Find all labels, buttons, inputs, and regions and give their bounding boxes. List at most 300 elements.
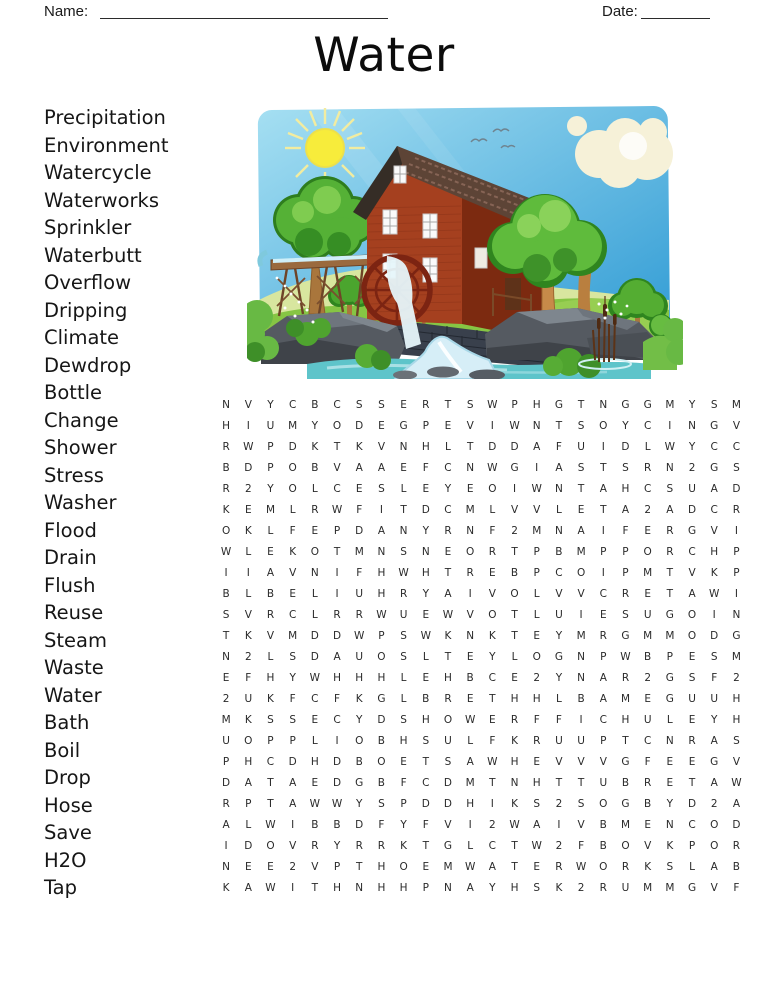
- word-item: Hose: [44, 793, 93, 817]
- grid-cell: F: [378, 818, 385, 831]
- grid-cell: L: [666, 713, 673, 726]
- grid-cell: W: [220, 545, 232, 558]
- grid-cell: M: [221, 713, 231, 726]
- grid-cell: Y: [622, 419, 629, 432]
- name-fill-line: [100, 0, 388, 19]
- grid-cell: Y: [555, 629, 563, 642]
- grid-cell: C: [288, 608, 297, 621]
- grid-cell: I: [335, 566, 339, 579]
- grid-cell: A: [333, 650, 341, 663]
- grid-cell: Y: [688, 440, 696, 453]
- grid-cell: S: [622, 608, 629, 621]
- grid-cell: T: [511, 629, 518, 642]
- grid-cell: E: [533, 755, 541, 768]
- grid-cell: E: [311, 713, 319, 726]
- grid-cell: D: [244, 461, 253, 474]
- grid-cell: E: [533, 629, 541, 642]
- grid-cell: S: [577, 419, 585, 432]
- grid-cell: H: [244, 755, 253, 768]
- grid-cell: E: [644, 692, 651, 705]
- grid-cell: V: [444, 818, 452, 831]
- grid-cell: G: [710, 755, 719, 768]
- watermill-illustration: [247, 102, 683, 379]
- grid-cell: H: [377, 671, 386, 684]
- grid-cell: O: [355, 734, 364, 747]
- grid-cell: U: [555, 734, 563, 747]
- grid-cell: S: [710, 650, 718, 663]
- grid-cell: H: [532, 776, 541, 789]
- grid-cell: L: [445, 440, 451, 453]
- grid-cell: O: [687, 629, 697, 642]
- grid-cell: M: [465, 776, 475, 789]
- grid-cell: A: [444, 587, 452, 600]
- grid-cell: F: [711, 671, 718, 684]
- grid-cell: I: [490, 797, 494, 810]
- grid-cell: W: [265, 818, 276, 831]
- grid-cell: B: [311, 398, 319, 411]
- grid-cell: L: [422, 650, 429, 663]
- grid-cell: P: [511, 398, 518, 411]
- grid-cell: G: [355, 776, 364, 789]
- grid-cell: H: [333, 671, 341, 684]
- grid-cell: I: [291, 881, 295, 894]
- grid-cell: O: [288, 482, 297, 495]
- grid-cell: A: [289, 776, 297, 789]
- grid-cell: U: [643, 713, 652, 726]
- grid-cell: H: [222, 419, 231, 432]
- grid-cell: H: [510, 881, 519, 894]
- grid-cell: U: [688, 482, 696, 495]
- grid-cell: S: [400, 545, 407, 558]
- grid-cell: L: [467, 839, 474, 852]
- grid-cell: M: [731, 398, 741, 411]
- grid-cell: G: [621, 398, 630, 411]
- grid-cell: 2: [688, 461, 696, 474]
- grid-cell: E: [422, 608, 430, 621]
- grid-cell: E: [688, 755, 696, 768]
- grid-cell: Y: [555, 671, 563, 684]
- grid-cell: S: [710, 398, 718, 411]
- grid-cell: S: [577, 461, 585, 474]
- grid-cell: P: [289, 734, 296, 747]
- grid-cell: H: [421, 713, 430, 726]
- grid-cell: F: [422, 461, 429, 474]
- grid-cell: R: [444, 524, 452, 537]
- grid-cell: F: [289, 692, 296, 705]
- grid-cell: V: [555, 587, 563, 600]
- grid-cell: S: [422, 734, 430, 747]
- grid-cell: V: [577, 818, 585, 831]
- grid-cell: A: [355, 461, 363, 474]
- grid-cell: M: [576, 545, 586, 558]
- grid-cell: G: [710, 461, 719, 474]
- grid-cell: S: [666, 482, 674, 495]
- grid-cell: V: [333, 461, 341, 474]
- grid-cell: 2: [644, 503, 651, 516]
- grid-cell: B: [644, 650, 652, 663]
- grid-cell: D: [732, 482, 741, 495]
- grid-cell: R: [555, 860, 563, 873]
- grid-cell: 2: [489, 818, 496, 831]
- grid-cell: K: [488, 629, 496, 642]
- grid-cell: L: [400, 671, 407, 684]
- grid-cell: E: [666, 755, 674, 768]
- grid-cell: T: [422, 755, 429, 768]
- grid-cell: U: [266, 419, 275, 432]
- grid-cell: V: [289, 839, 297, 852]
- word-item: Stress: [44, 463, 104, 487]
- grid-cell: P: [600, 650, 607, 663]
- grid-cell: M: [443, 860, 453, 873]
- grid-cell: M: [532, 524, 542, 537]
- grid-cell: O: [399, 860, 408, 873]
- grid-cell: C: [643, 419, 652, 432]
- grid-cell: V: [266, 629, 275, 642]
- grid-cell: V: [577, 755, 585, 768]
- grid-cell: T: [466, 440, 474, 453]
- grid-cell: V: [466, 608, 474, 621]
- grid-cell: G: [687, 524, 697, 537]
- grid-cell: S: [378, 398, 385, 411]
- grid-cell: B: [311, 818, 319, 831]
- grid-cell: U: [399, 608, 408, 621]
- grid-cell: E: [289, 587, 296, 600]
- word-item: Flush: [44, 573, 96, 597]
- word-item: Watercycle: [44, 161, 152, 184]
- grid-cell: G: [377, 692, 386, 705]
- grid-cell: A: [599, 692, 607, 705]
- grid-cell: T: [489, 692, 496, 705]
- grid-cell: O: [621, 839, 630, 852]
- grid-cell: Y: [267, 482, 274, 495]
- grid-cell: G: [621, 629, 630, 642]
- grid-cell: H: [377, 881, 386, 894]
- grid-cell: 2: [555, 839, 563, 852]
- grid-cell: B: [466, 671, 474, 684]
- grid-cell: P: [333, 860, 341, 873]
- grid-cell: 2: [644, 671, 651, 684]
- grid-cell: N: [466, 461, 475, 474]
- grid-cell: M: [620, 818, 630, 831]
- grid-cell: F: [245, 671, 252, 684]
- grid-cell: I: [246, 566, 250, 579]
- grid-cell: W: [442, 608, 454, 621]
- grid-cell: C: [643, 734, 652, 747]
- grid-cell: A: [488, 860, 496, 873]
- grid-cell: T: [333, 440, 341, 453]
- grid-cell: C: [488, 839, 497, 852]
- word-item: Bottle: [44, 381, 103, 404]
- grid-cell: K: [311, 440, 319, 453]
- grid-cell: C: [555, 566, 563, 579]
- grid-cell: A: [244, 881, 252, 894]
- grid-cell: G: [665, 608, 674, 621]
- grid-cell: A: [466, 881, 474, 894]
- grid-cell: I: [512, 482, 517, 495]
- grid-cell: G: [643, 398, 652, 411]
- grid-cell: L: [555, 692, 562, 705]
- word-item: Change: [44, 408, 119, 432]
- grid-cell: 2: [244, 482, 252, 495]
- grid-cell: C: [688, 818, 696, 831]
- grid-cell: O: [443, 713, 453, 726]
- grid-cell: S: [533, 881, 541, 894]
- grid-cell: D: [710, 629, 719, 642]
- grid-cell: N: [377, 545, 386, 558]
- grid-cell: T: [489, 776, 496, 789]
- grid-cell: S: [733, 461, 740, 474]
- grid-cell: R: [510, 713, 519, 726]
- grid-cell: F: [489, 524, 496, 537]
- grid-cell: E: [577, 503, 585, 516]
- grid-cell: U: [222, 734, 230, 747]
- word-list: [44, 104, 169, 902]
- grid-cell: B: [355, 755, 363, 768]
- grid-cell: D: [288, 755, 297, 768]
- grid-cell: T: [511, 545, 518, 558]
- grid-cell: K: [244, 629, 252, 642]
- grid-cell: O: [710, 839, 719, 852]
- grid-cell: E: [533, 860, 541, 873]
- grid-cell: T: [600, 461, 607, 474]
- grid-cell: D: [488, 440, 497, 453]
- grid-cell: N: [665, 461, 674, 474]
- grid-cell: V: [244, 608, 252, 621]
- grid-cell: V: [311, 860, 319, 873]
- grid-cell: R: [533, 734, 541, 747]
- grid-cell: C: [444, 503, 452, 516]
- grid-cell: R: [422, 398, 430, 411]
- grid-cell: L: [533, 587, 540, 600]
- grid-cell: B: [377, 734, 386, 747]
- grid-cell: O: [710, 818, 719, 831]
- grid-cell: F: [622, 524, 629, 537]
- grid-cell: V: [488, 587, 496, 600]
- grid-cell: O: [599, 860, 608, 873]
- grid-cell: F: [733, 881, 740, 894]
- word-item: Climate: [44, 326, 120, 349]
- grid-cell: W: [331, 503, 343, 516]
- grid-cell: W: [509, 818, 520, 831]
- grid-cell: P: [622, 566, 629, 579]
- grid-cell: K: [355, 692, 363, 705]
- grid-cell: L: [400, 482, 407, 495]
- grid-cell: D: [443, 776, 453, 789]
- date-label: Date:: [602, 3, 638, 20]
- grid-cell: K: [666, 839, 674, 852]
- grid-cell: O: [488, 608, 497, 621]
- grid-cell: T: [422, 839, 429, 852]
- grid-cell: R: [355, 839, 363, 852]
- grid-cell: O: [244, 734, 253, 747]
- grid-cell: M: [731, 650, 741, 663]
- grid-cell: 2: [511, 524, 518, 537]
- grid-cell: U: [444, 734, 452, 747]
- grid-cell: W: [487, 398, 498, 411]
- grid-cell: P: [267, 440, 274, 453]
- grid-cell: P: [378, 629, 385, 642]
- grid-cell: H: [532, 398, 541, 411]
- grid-cell: O: [532, 650, 541, 663]
- grid-cell: T: [511, 608, 518, 621]
- grid-cell: P: [533, 545, 540, 558]
- grid-cell: T: [444, 650, 452, 663]
- grid-cell: V: [510, 503, 519, 516]
- grid-cell: R: [666, 545, 674, 558]
- grid-cell: L: [267, 650, 274, 663]
- grid-cell: C: [333, 482, 341, 495]
- grid-cell: I: [712, 608, 716, 621]
- grid-cell: R: [311, 839, 319, 852]
- grid-cell: V: [644, 839, 652, 852]
- grid-cell: T: [666, 587, 674, 600]
- grid-cell: L: [289, 503, 296, 516]
- grid-cell: I: [224, 566, 228, 579]
- grid-cell: N: [577, 671, 586, 684]
- word-item: Drop: [44, 766, 91, 789]
- grid-cell: S: [289, 713, 296, 726]
- grid-cell: A: [533, 440, 541, 453]
- grid-cell: W: [531, 482, 542, 495]
- grid-cell: V: [533, 503, 541, 516]
- grid-cell: H: [466, 797, 475, 810]
- grid-cell: M: [465, 503, 475, 516]
- grid-cell: O: [488, 482, 497, 495]
- grid-cell: F: [422, 818, 429, 831]
- grid-cell: H: [421, 440, 430, 453]
- grid-cell: H: [532, 692, 541, 705]
- grid-cell: E: [644, 524, 651, 537]
- grid-cell: D: [421, 503, 430, 516]
- grid-cell: R: [644, 776, 652, 789]
- grid-cell: S: [733, 734, 740, 747]
- grid-cell: K: [710, 566, 718, 579]
- grid-cell: T: [511, 839, 518, 852]
- grid-cell: A: [377, 461, 385, 474]
- grid-cell: W: [331, 797, 343, 810]
- grid-cell: W: [376, 608, 387, 621]
- grid-cell: A: [555, 461, 563, 474]
- grid-cell: K: [289, 545, 297, 558]
- grid-cell: D: [621, 440, 630, 453]
- word-item: Precipitation: [44, 106, 166, 129]
- grid-cell: T: [311, 881, 319, 894]
- grid-cell: K: [644, 860, 652, 873]
- grid-cell: N: [554, 524, 563, 537]
- grid-cell: T: [555, 776, 563, 789]
- grid-cell: S: [378, 482, 385, 495]
- grid-cell: Y: [289, 671, 296, 684]
- grid-cell: A: [377, 524, 385, 537]
- grid-cell: P: [400, 797, 407, 810]
- grid-cell: L: [489, 503, 496, 516]
- grid-cell: R: [333, 608, 341, 621]
- grid-cell: G: [554, 650, 563, 663]
- grid-cell: P: [733, 545, 740, 558]
- grid-cell: N: [399, 440, 408, 453]
- grid-cell: R: [621, 671, 630, 684]
- grid-cell: C: [311, 692, 319, 705]
- grid-cell: P: [245, 797, 252, 810]
- grid-cell: I: [335, 587, 339, 600]
- grid-cell: V: [466, 419, 474, 432]
- grid-cell: B: [266, 587, 275, 600]
- grid-cell: C: [599, 587, 607, 600]
- grid-cell: N: [665, 818, 674, 831]
- grid-cell: G: [710, 419, 719, 432]
- grid-cell: F: [555, 440, 562, 453]
- grid-cell: N: [554, 482, 563, 495]
- grid-cell: O: [599, 797, 608, 810]
- grid-cell: W: [464, 860, 476, 873]
- grid-cell: G: [621, 755, 630, 768]
- date-fill-line: [641, 0, 710, 19]
- grid-cell: D: [244, 839, 253, 852]
- puzzle-grid: [215, 394, 748, 898]
- grid-cell: H: [333, 881, 341, 894]
- grid-cell: N: [444, 881, 452, 894]
- word-item: Bath: [44, 711, 90, 734]
- grid-cell: O: [466, 545, 475, 558]
- grid-cell: O: [221, 524, 231, 537]
- grid-cell: B: [222, 461, 230, 474]
- grid-cell: R: [488, 545, 496, 558]
- grid-cell: E: [244, 860, 252, 873]
- grid-cell: U: [710, 692, 719, 705]
- grid-cell: W: [309, 671, 321, 684]
- grid-cell: M: [665, 629, 675, 642]
- grid-cell: E: [688, 650, 696, 663]
- grid-cell: G: [665, 692, 674, 705]
- grid-cell: S: [400, 629, 407, 642]
- name-label: Name:: [44, 3, 89, 20]
- grid-cell: L: [511, 650, 518, 663]
- grid-cell: Y: [356, 797, 363, 810]
- grid-cell: S: [666, 860, 674, 873]
- grid-cell: A: [710, 482, 718, 495]
- grid-cell: O: [377, 755, 386, 768]
- grid-cell: E: [378, 419, 385, 432]
- grid-cell: Y: [711, 713, 718, 726]
- grid-cell: N: [222, 650, 231, 663]
- grid-cell: P: [533, 566, 540, 579]
- grid-cell: K: [511, 734, 518, 747]
- grid-cell: G: [732, 629, 741, 642]
- grid-cell: L: [311, 587, 318, 600]
- grid-cell: G: [665, 671, 674, 684]
- word-item: Flood: [44, 518, 97, 542]
- grid-cell: B: [644, 797, 652, 810]
- grid-cell: B: [222, 587, 230, 600]
- word-item: Environment: [44, 133, 169, 157]
- grid-cell: E: [489, 713, 496, 726]
- grid-cell: O: [643, 545, 652, 558]
- grid-cell: 2: [244, 650, 252, 663]
- grid-cell: R: [399, 587, 408, 600]
- grid-cell: V: [577, 587, 585, 600]
- word-item: Waste: [44, 656, 104, 679]
- grid-cell: H: [621, 482, 630, 495]
- grid-cell: D: [687, 503, 697, 516]
- grid-cell: S: [622, 461, 629, 474]
- grid-cell: C: [266, 755, 275, 768]
- grid-cell: I: [734, 587, 738, 600]
- grid-cell: E: [267, 545, 274, 558]
- grid-cell: R: [599, 881, 607, 894]
- grid-cell: M: [620, 692, 630, 705]
- word-item: Sprinkler: [44, 216, 132, 239]
- grid-cell: T: [511, 860, 518, 873]
